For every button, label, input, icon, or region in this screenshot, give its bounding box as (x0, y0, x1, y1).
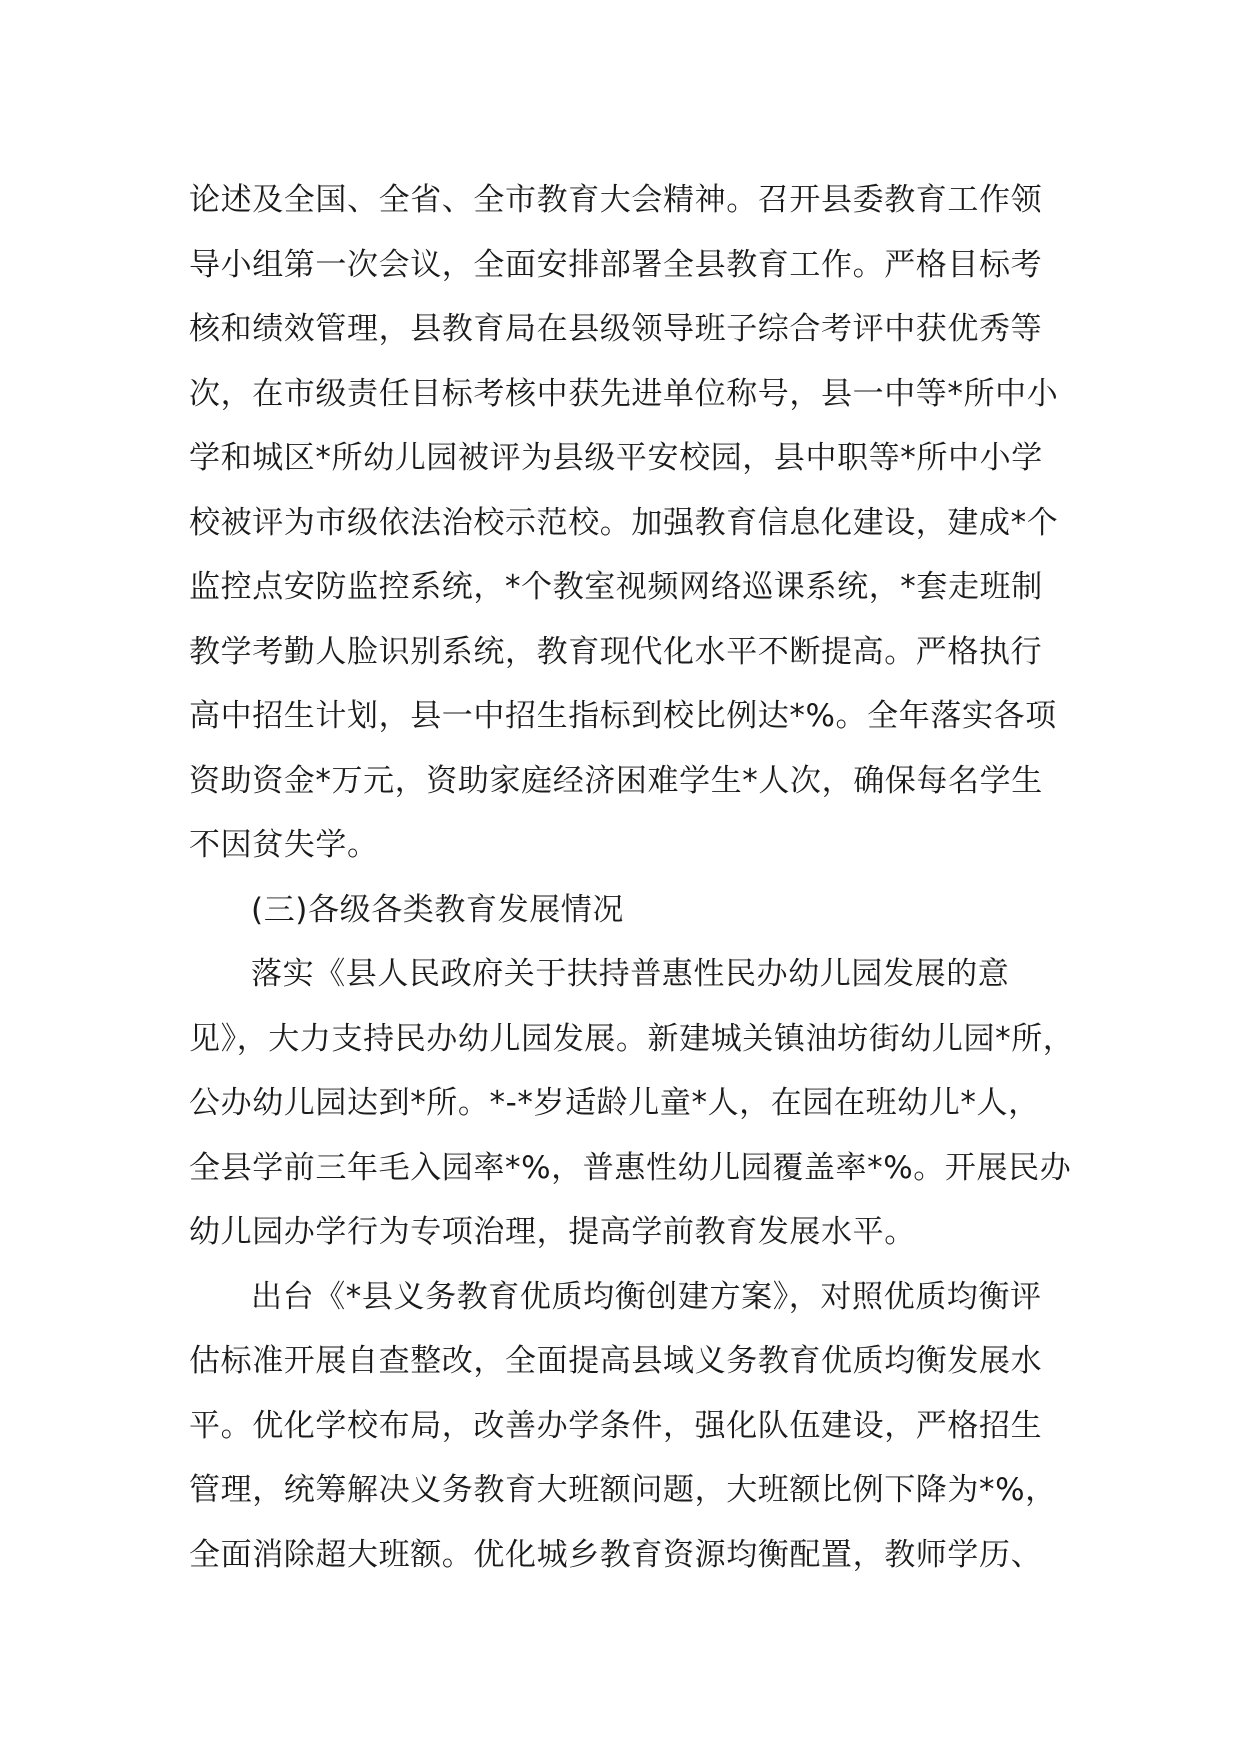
text-line: 不因贫失学。 (189, 827, 379, 863)
text-line: 论述及全国、全省、全市教育大会精神。召开县委教育工作领 (189, 182, 1043, 218)
paragraph-first-line: 落实《县人民政府关于扶持普惠性民办幼儿园发展的意 (251, 956, 1010, 992)
text-line: 学和城区*所幼儿园被评为县级平安校园，县中职等*所中小学 (189, 440, 1043, 476)
text-line: 估标准开展自查整改，全面提高县域义务教育优质均衡发展水 (189, 1343, 1043, 1379)
text-line: 全县学前三年毛入园率*%，普惠性幼儿园覆盖率*%。开展民办 (189, 1149, 1072, 1186)
text-line: 导小组第一次会议，全面安排部署全县教育工作。严格目标考 (189, 246, 1043, 283)
text-line: 校被评为市级依法治校示范校。加强教育信息化建设，建成*个 (189, 504, 1059, 541)
text-line: 高中招生计划，县一中招生指标到校比例达*%。全年落实各项 (189, 698, 1057, 734)
text-line: 幼儿园办学行为专项治理，提高学前教育发展水平。 (189, 1214, 916, 1250)
document-body (189, 168, 1075, 1587)
text-line: 监控点安防监控系统，*个教室视频网络巡课系统，*套走班制 (189, 569, 1043, 605)
text-line: 次，在市级责任目标考核中获先进单位称号，县一中等*所中小 (189, 375, 1059, 412)
text-line: 资助资金*万元，资助家庭经济困难学生*人次，确保每名学生 (189, 762, 1043, 799)
text-line: 管理，统筹解决义务教育大班额问题，大班额比例下降为*%， (189, 1472, 1057, 1508)
text-line: 教学考勤人脸识别系统，教育现代化水平不断提高。严格执行 (189, 633, 1043, 670)
paragraph-first-line: 出台《*县义务教育优质均衡创建方案》，对照优质均衡评 (251, 1278, 1042, 1315)
text-line: 公办幼儿园达到*所。*-*岁适龄儿童*人，在园在班幼儿*人， (189, 1085, 1040, 1121)
section-heading: (三)各级各类教育发展情况 (251, 891, 624, 928)
text-line: 核和绩效管理，县教育局在县级领导班子综合考评中获优秀等 (189, 311, 1043, 347)
text-line: 平。优化学校布局，改善办学条件，强化队伍建设，严格招生 (189, 1407, 1043, 1444)
text-line: 见》，大力支持民办幼儿园发展。新建城关镇油坊街幼儿园*所， (189, 1020, 1075, 1057)
text-line: 全面消除超大班额。优化城乡教育资源均衡配置，教师学历、 (189, 1536, 1043, 1573)
